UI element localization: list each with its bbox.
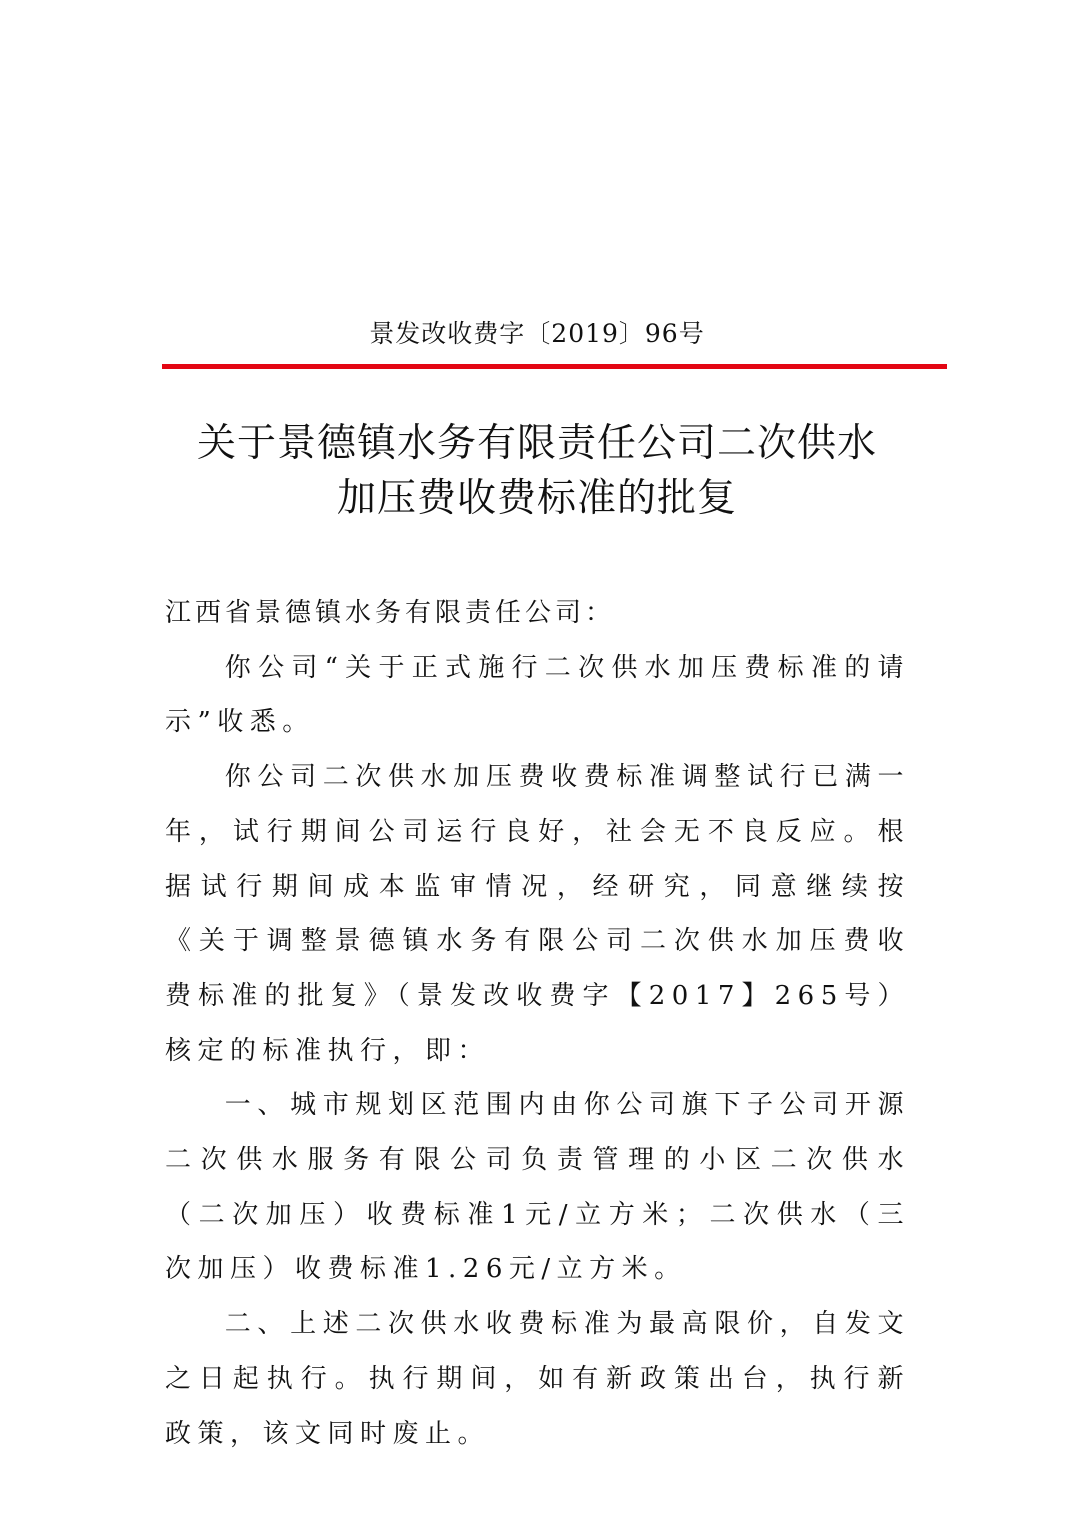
title-line-1: 关于景德镇水务有限责任公司二次供水: [196, 421, 877, 466]
paragraph-item-2: 二、上述二次供水收费标准为最高限价，自发文之日起执行。执行期间，如有新政策出台，执行新政策，该文同时废止。: [165, 1309, 910, 1449]
document-title: [0, 416, 1074, 526]
paragraph-approval: 你公司二次供水加压费收费标准调整试行已满一年，试行期间公司运行良好，社会无不良反应。根据试行期间成本监审情况，经研究，同意继续按《关于调整景德镇水务有限公司二次供水加压费收费标准的批复》（景发改收费字【2017】265号）核定的标准执行，即：: [165, 762, 910, 1066]
red-header-rule: [162, 364, 947, 369]
paragraph-item-1: 一、城市规划区范围内由你公司旗下子公司开源二次供水服务有限公司负责管理的小区二次供水（二次加压）收费标准1元/立方米；二次供水（三次加压）收费标准1.26元/立方米。: [165, 1090, 910, 1285]
addressee: 江西省景德镇水务有限责任公司：: [165, 598, 616, 628]
paragraph-receipt: 你公司“关于正式施行二次供水加压费标准的请示”收悉。: [165, 652, 910, 738]
document-number: 景发改收费字〔2019〕96号: [369, 319, 705, 348]
document-body: [165, 586, 910, 1461]
title-line-2: 加压费收费标准的批复: [336, 476, 737, 521]
